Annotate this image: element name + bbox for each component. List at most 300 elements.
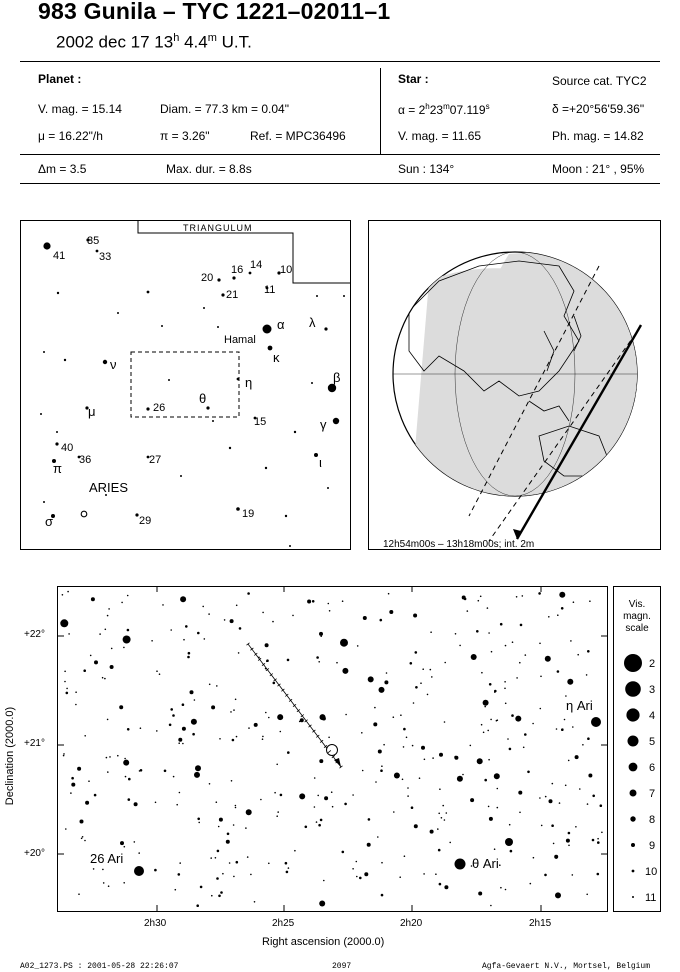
- scale-labels: [645, 658, 657, 904]
- field-star: [557, 670, 560, 673]
- field-star: [413, 614, 417, 618]
- field-star: [305, 826, 308, 829]
- globe-svg: [369, 221, 660, 549]
- field-star: [102, 869, 104, 871]
- field-star: [520, 624, 523, 627]
- field-star: [94, 794, 97, 797]
- field-star: [139, 770, 141, 772]
- field-star: [68, 633, 70, 635]
- field-star: [288, 867, 290, 869]
- field-star: [195, 765, 201, 771]
- field-star: [85, 801, 89, 805]
- field-star: [254, 723, 258, 727]
- field-star: [64, 681, 66, 683]
- scale-dot: [624, 654, 642, 672]
- field-star: [178, 873, 181, 876]
- field-star: [134, 841, 136, 843]
- field-star: [477, 758, 483, 764]
- scale-dot: [630, 816, 635, 821]
- star-alpha-hamal: [263, 325, 272, 334]
- field-star: [194, 772, 200, 778]
- field-star: [124, 758, 126, 760]
- field-star: [444, 721, 446, 723]
- field-star: [202, 606, 204, 608]
- mag-label-5: 5: [649, 736, 656, 748]
- field-star: [400, 714, 402, 716]
- field-star: [63, 753, 65, 755]
- field-star: [188, 652, 191, 655]
- field-star: [557, 614, 559, 616]
- field-star: [110, 665, 114, 669]
- field-star: [532, 723, 534, 725]
- field-star: [80, 820, 84, 824]
- field-star: [525, 654, 527, 656]
- field-star: [127, 728, 130, 731]
- field-star: [407, 795, 409, 797]
- field-star: [406, 737, 408, 739]
- field-star: [182, 727, 186, 731]
- field-star: [422, 668, 424, 670]
- field-star: [268, 717, 270, 719]
- field-star: [359, 877, 362, 880]
- field-star: [107, 719, 109, 721]
- field-star: [185, 625, 188, 628]
- field-star: [413, 702, 415, 704]
- star-14: [249, 272, 252, 275]
- field-star: [328, 737, 330, 739]
- field-star: [545, 796, 547, 798]
- field-star: [67, 591, 69, 593]
- star-41: [43, 242, 50, 249]
- field-star: [438, 849, 441, 852]
- field-star: [505, 703, 507, 705]
- field-star: [175, 889, 177, 891]
- field-star: [570, 640, 572, 642]
- field-star: [430, 631, 432, 633]
- y-tick-21: +21°: [24, 738, 45, 749]
- field-star: [316, 295, 318, 297]
- label-mu: μ: [88, 404, 96, 419]
- field-star: [187, 656, 190, 659]
- field-star: [232, 739, 235, 742]
- field-star: [307, 600, 311, 604]
- star-26: [146, 407, 149, 410]
- field-star: [540, 708, 542, 710]
- field-star: [488, 759, 490, 761]
- field-star: [233, 824, 235, 826]
- triangulum-label: TRIANGULUM: [183, 223, 253, 233]
- field-star: [345, 714, 347, 716]
- sun-elongation: Sun : 134°: [398, 162, 455, 176]
- star-beta: [328, 384, 336, 392]
- field-star: [361, 732, 363, 734]
- field-star: [484, 706, 486, 708]
- field-star: [555, 892, 561, 898]
- field-star: [538, 592, 541, 595]
- star-21: [221, 293, 224, 296]
- field-star: [516, 596, 518, 598]
- star-33: [96, 250, 99, 253]
- field-star: [265, 643, 269, 647]
- scale-svg: [614, 587, 660, 911]
- field-star: [124, 846, 126, 848]
- field-star: [441, 817, 443, 819]
- field-star: [203, 307, 205, 309]
- star-right-ascension: [398, 102, 490, 117]
- star-16: [232, 276, 235, 279]
- field-star: [505, 889, 507, 891]
- field-star: [84, 735, 86, 737]
- max-duration: Max. dur. = 8.8s: [166, 162, 252, 176]
- star-theta: [206, 406, 209, 409]
- planet-parallax: π = 3.26": [160, 129, 210, 143]
- field-star: [128, 778, 131, 781]
- field-star: [121, 602, 123, 604]
- delta-magnitude: Δm = 3.5: [38, 162, 87, 176]
- field-star: [235, 807, 237, 809]
- field-star: [180, 596, 186, 602]
- label-lambda: λ: [309, 315, 316, 330]
- field-star: [75, 691, 77, 693]
- field-star: [161, 325, 163, 327]
- field-star: [318, 824, 321, 827]
- field-star: [277, 714, 283, 720]
- field-star: [317, 795, 319, 797]
- field-star: [544, 874, 547, 877]
- scale-dot: [629, 763, 638, 772]
- field-star: [128, 798, 131, 801]
- field-star: [572, 874, 574, 876]
- field-star: [519, 662, 521, 664]
- hour-unit: h: [173, 32, 180, 44]
- footer-file: A02_1273.PS : 2001-05-28 22:26:07: [20, 962, 179, 971]
- field-star: [197, 632, 200, 635]
- field-star: [601, 832, 603, 834]
- field-star: [523, 747, 525, 749]
- ra-minutes: 23: [429, 103, 444, 117]
- field-star: [262, 612, 264, 614]
- field-star: [373, 722, 377, 726]
- field-star: [328, 603, 330, 605]
- star-declination: δ =+20°56'59.36": [552, 102, 645, 116]
- field-star: [327, 487, 329, 489]
- field-star: [494, 773, 500, 779]
- field-star: [299, 793, 305, 799]
- field-star: [320, 819, 323, 822]
- field-star: [555, 857, 557, 859]
- field-star: [248, 727, 250, 729]
- field-star: [487, 730, 489, 732]
- label-26: 26: [153, 402, 166, 414]
- field-star: [399, 876, 401, 878]
- theta-ari-label: θ Ari: [472, 856, 499, 871]
- x-tick-2h20: 2h20: [400, 918, 423, 929]
- field-star: [444, 662, 446, 664]
- field-star: [522, 595, 524, 597]
- field-star: [548, 616, 550, 618]
- field-star: [383, 744, 385, 746]
- label-40: 40: [61, 442, 74, 454]
- field-star: [478, 600, 480, 602]
- field-star: [490, 905, 492, 907]
- label-iota: ι: [319, 455, 322, 470]
- planet-motion: μ = 16.22"/h: [38, 129, 103, 143]
- field-star: [287, 751, 290, 754]
- field-star: [266, 661, 268, 663]
- field-star: [81, 838, 83, 840]
- label-theta: θ: [199, 391, 207, 406]
- field-star: [108, 885, 110, 887]
- field-star: [412, 745, 414, 747]
- field-star: [43, 501, 45, 503]
- label-pi: π: [53, 461, 62, 476]
- field-star: [432, 757, 434, 759]
- field-star: [182, 743, 184, 745]
- field-star: [62, 594, 64, 596]
- field-star: [600, 804, 603, 807]
- field-star: [319, 759, 323, 763]
- field-star: [125, 776, 127, 778]
- field-star: [444, 819, 446, 821]
- mag-label-6: 6: [649, 762, 656, 774]
- field-star: [236, 861, 239, 864]
- field-star: [134, 802, 138, 806]
- scale-dot: [630, 790, 637, 797]
- field-star: [504, 681, 506, 683]
- field-star: [575, 755, 579, 759]
- target-star-circle: [327, 745, 338, 756]
- field-star: [564, 719, 566, 721]
- field-star: [336, 662, 338, 664]
- field-star: [489, 683, 492, 686]
- field-star: [483, 700, 489, 706]
- field-star: [88, 780, 90, 782]
- minute-unit: m: [207, 32, 217, 44]
- field-star: [56, 431, 58, 433]
- field-star: [507, 738, 509, 740]
- field-star: [481, 672, 483, 674]
- field-star: [155, 802, 157, 804]
- field-star: [63, 755, 65, 757]
- field-star: [320, 635, 322, 637]
- field-star: [374, 707, 376, 709]
- field-star: [66, 688, 68, 690]
- field-star: [173, 776, 175, 778]
- field-star: [549, 799, 553, 803]
- field-star: [230, 619, 234, 623]
- field-star: [102, 677, 104, 679]
- field-star: [246, 809, 252, 815]
- field-star: [421, 746, 425, 750]
- field-star: [265, 712, 267, 714]
- field-star: [404, 855, 406, 857]
- field-star: [219, 738, 221, 740]
- field-star: [215, 857, 217, 859]
- field-star: [286, 871, 289, 874]
- field-star: [592, 795, 595, 798]
- label-kappa: κ: [273, 350, 280, 365]
- scale-dot: [631, 843, 635, 847]
- field-star: [216, 685, 218, 687]
- field-star: [381, 894, 384, 897]
- field-star: [444, 885, 448, 889]
- field-star: [319, 632, 323, 636]
- field-star: [182, 703, 185, 706]
- field-star: [407, 787, 409, 789]
- field-star: [380, 619, 383, 622]
- field-star: [40, 413, 42, 415]
- field-star: [505, 838, 513, 846]
- field-star: [238, 652, 240, 654]
- field-star: [592, 839, 595, 842]
- field-star: [226, 840, 230, 844]
- field-star: [227, 833, 230, 836]
- x-tick-2h25: 2h25: [272, 918, 295, 929]
- field-star: [123, 760, 129, 766]
- event-time: [56, 32, 252, 53]
- x-tick-2h30: 2h30: [144, 918, 167, 929]
- field-star: [439, 883, 442, 886]
- field-star: [512, 641, 514, 643]
- field-star: [332, 806, 334, 808]
- field-star: [586, 894, 588, 896]
- field-star: [151, 640, 153, 642]
- field-star: [551, 824, 554, 827]
- field-star: [467, 610, 469, 612]
- field-star: [66, 692, 69, 695]
- field-star: [500, 887, 502, 889]
- field-star: [294, 850, 296, 852]
- field-star: [183, 639, 185, 641]
- field-star: [597, 841, 600, 844]
- field-star: [245, 827, 247, 829]
- field-star: [379, 687, 385, 693]
- field-star: [57, 292, 59, 294]
- field-star: [75, 704, 77, 706]
- field-star: [470, 745, 472, 747]
- field-star: [362, 770, 364, 772]
- field-star: [505, 645, 507, 647]
- field-star: [90, 655, 92, 657]
- field-star: [589, 600, 591, 602]
- field-star: [380, 769, 383, 772]
- field-star: [198, 822, 200, 824]
- field-star: [247, 856, 249, 858]
- field-star: [82, 836, 84, 838]
- field-star: [208, 613, 210, 615]
- field-star: [565, 785, 567, 787]
- field-star: [402, 779, 404, 781]
- field-star: [274, 792, 276, 794]
- field-star: [403, 728, 406, 731]
- field-star: [260, 799, 262, 801]
- planet-reference: Ref. = MPC36496: [250, 129, 346, 143]
- label-11: 11: [264, 284, 276, 296]
- star-heading: Star :: [398, 72, 429, 86]
- field-star: [462, 774, 464, 776]
- field-star: [117, 755, 119, 757]
- y-tick-22: +22°: [24, 629, 45, 640]
- field-star: [497, 807, 499, 809]
- field-star: [180, 475, 182, 477]
- field-star: [562, 728, 564, 730]
- field-star: [250, 874, 252, 876]
- star-phmag: Ph. mag. = 14.82: [552, 129, 644, 143]
- ra-hours: α = 2: [398, 103, 426, 117]
- field-star: [311, 382, 313, 384]
- header-mid-rule: [20, 154, 660, 155]
- field-star: [587, 737, 590, 740]
- field-star: [381, 765, 383, 767]
- field-star: [91, 597, 95, 601]
- field-star: [324, 796, 328, 800]
- field-star: [60, 619, 68, 627]
- field-star: [588, 774, 592, 778]
- field-star: [276, 815, 278, 817]
- field-star: [200, 886, 203, 889]
- field-star: [437, 828, 439, 830]
- field-star: [340, 639, 348, 647]
- label-20: 20: [201, 272, 214, 284]
- field-star: [489, 817, 493, 821]
- field-star: [178, 738, 182, 742]
- ra-seconds: 07.119: [449, 103, 486, 117]
- field-star: [378, 750, 382, 754]
- field-star: [470, 798, 474, 802]
- star-20: [217, 278, 220, 281]
- field-star: [375, 781, 377, 783]
- field-star: [316, 821, 318, 823]
- field-star: [94, 660, 98, 664]
- field-star: [559, 592, 565, 598]
- label-27: 27: [149, 454, 162, 466]
- label-41: 41: [53, 250, 66, 262]
- field-star: [476, 630, 479, 633]
- field-star: [99, 633, 101, 635]
- field-star: [442, 805, 444, 807]
- field-star: [209, 684, 211, 686]
- field-star: [483, 732, 485, 734]
- field-star: [217, 326, 219, 328]
- field-star: [393, 716, 395, 718]
- footer-credit: Agfa-Gevaert N.V., Mortsel, Belgium: [482, 962, 651, 971]
- event-minutes: 4.4: [179, 32, 208, 52]
- planet-diameter: Diam. = 77.3 km = 0.04": [160, 102, 289, 116]
- label-15: 15: [254, 416, 267, 428]
- field-star: [388, 593, 390, 595]
- field-star: [415, 686, 418, 689]
- ra-h-unit: h: [425, 102, 430, 111]
- field-star: [491, 651, 493, 653]
- field-star: [106, 757, 108, 759]
- field-star: [556, 728, 558, 730]
- field-star: [211, 705, 215, 709]
- header-bottom-rule: [20, 183, 660, 184]
- field-star: [107, 771, 109, 773]
- 26-ari-star: [134, 866, 144, 876]
- field-star: [104, 678, 106, 680]
- field-star: [209, 783, 211, 785]
- field-star: [107, 615, 109, 617]
- field-star: [191, 719, 197, 725]
- field-star: [197, 818, 200, 821]
- field-star: [582, 744, 584, 746]
- event-date: 2002 dec 17 13: [56, 32, 174, 52]
- field-star: [127, 595, 129, 597]
- label-10: 10: [280, 264, 293, 276]
- field-star: [178, 742, 180, 744]
- field-star: [162, 604, 164, 606]
